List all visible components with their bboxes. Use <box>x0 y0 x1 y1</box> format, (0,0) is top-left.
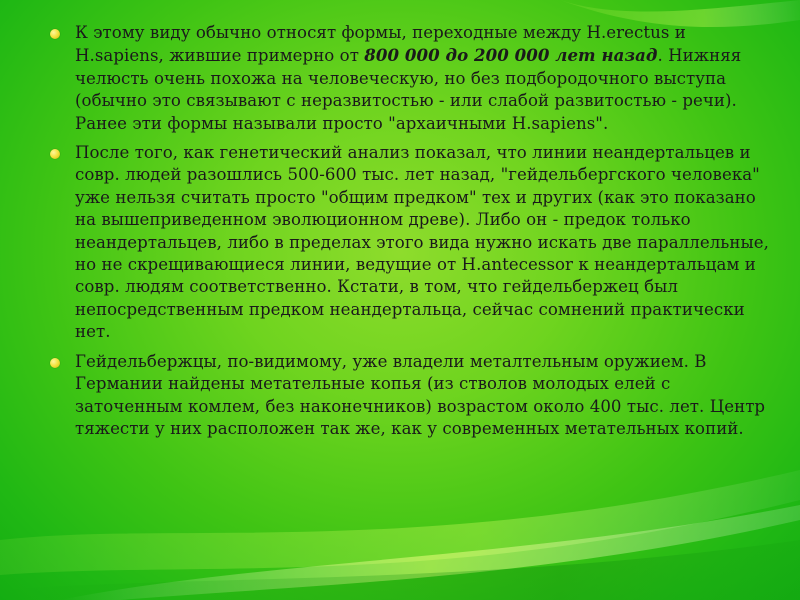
bullet-3-text: Гейдельбержцы, по-видимому, уже владели металтельным оружием. В Германии найдены метательные копья (из стволов молодых елей с заточенным комлем, без наконечников) возрастом около 400 тыс. лет. Центр тяжести у них расположен так же, как у современных метательных копий. <box>75 351 766 438</box>
bullet-item-3 <box>50 351 770 441</box>
bullet-item-2 <box>50 142 770 344</box>
bullet-dot-icon <box>50 149 60 159</box>
bullet-dot-icon <box>50 29 60 39</box>
bullet-2-text: После того, как генетический анализ показал, что линии неандертальцев и совр. людей разошлись 500-600 тыс. лет назад, "гейдельбергского человека" уже нельзя считать просто "общим предком" тех и других (как это показано на вышеприведенном эволюционном древе). Либо он - предок только неандертальцев, либо в пределах этого вида нужно искать две параллельные, но не скрещивающиеся линии, ведущие от H.antecessor к неандертальцам и совр. людям соответственно. Кстати, в том, что гейдельбержец был непосредственным предком неандертальца, сейчас сомнений практически нет. <box>75 143 769 342</box>
slide-content <box>50 22 770 447</box>
bullet-1-text-start: К этому виду обычно относят формы, переходные между H.erectus и H.sapiens, жившие примерно от <box>75 23 686 66</box>
bullet-item-1 <box>50 22 770 135</box>
bullet-1-text-end: . Нижняя челюсть очень похожа на человеческую, но без подбородочного выступа (обычно это связывают с неразвитостью - или слабой развитостью - речи). Ранее эти формы называли просто "архаичными H.sapiens". <box>75 46 742 133</box>
bullet-dot-icon <box>50 358 60 368</box>
bullet-1-emphasis: 800 000 до 200 000 лет назад <box>364 45 658 66</box>
